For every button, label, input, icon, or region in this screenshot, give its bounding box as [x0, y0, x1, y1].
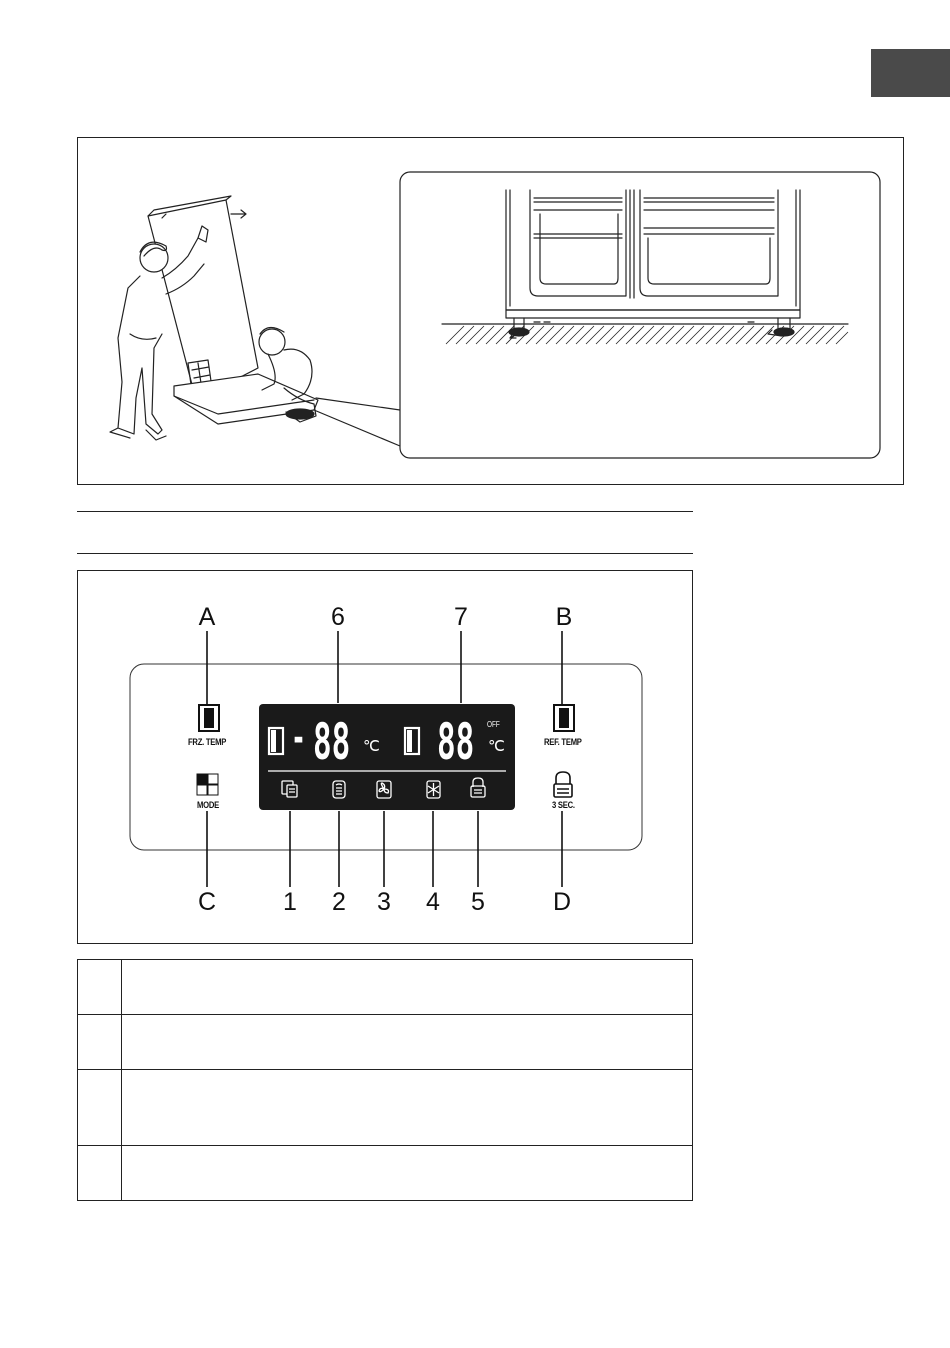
table-row	[78, 960, 693, 1015]
section-rule-top	[77, 511, 693, 512]
callout-4: 4	[426, 888, 440, 916]
table-key-cell	[78, 1146, 122, 1201]
callout-3: 3	[377, 888, 391, 916]
fridge-unit: ℃	[488, 738, 505, 755]
installation-figure	[77, 137, 904, 485]
callout-d: D	[552, 888, 572, 916]
fridge-off-indicator: OFF	[487, 720, 500, 729]
fridge-temperature-readout: 88	[437, 713, 475, 771]
table-value-cell	[122, 1015, 693, 1070]
callout-7: 7	[454, 603, 468, 631]
freezer-temperature-readout: 88	[313, 713, 351, 771]
table-key-cell	[78, 1070, 122, 1146]
table-key-cell	[78, 1015, 122, 1070]
ref-temp-label: REF. TEMP	[544, 737, 582, 747]
table-key-cell	[78, 960, 122, 1015]
table-row	[78, 1070, 693, 1146]
installation-illustration	[78, 138, 905, 486]
section-rule-bottom	[77, 553, 693, 554]
table-row	[78, 1146, 693, 1201]
mode-button[interactable]	[197, 774, 218, 795]
mode-label: MODE	[197, 800, 219, 810]
callout-a: A	[198, 603, 216, 631]
table-value-cell	[122, 1070, 693, 1146]
callout-c: C	[197, 888, 217, 916]
freezer-minus-sign: -	[291, 715, 306, 761]
description-table	[77, 959, 693, 1201]
callout-1: 1	[283, 888, 297, 916]
freezer-unit: ℃	[363, 738, 380, 755]
page-tab-marker	[871, 49, 950, 97]
callout-2: 2	[332, 888, 346, 916]
table-row	[78, 1015, 693, 1070]
ref-temp-button[interactable]	[554, 705, 574, 731]
frz-temp-button[interactable]	[199, 705, 219, 731]
table-value-cell	[122, 1146, 693, 1201]
callout-b: B	[555, 603, 573, 631]
control-panel-figure	[77, 570, 693, 944]
callout-6: 6	[331, 603, 345, 631]
lock-label: 3 SEC.	[552, 800, 575, 810]
table-value-cell	[122, 960, 693, 1015]
frz-temp-label: FRZ. TEMP	[188, 737, 227, 747]
callout-5: 5	[471, 888, 485, 916]
